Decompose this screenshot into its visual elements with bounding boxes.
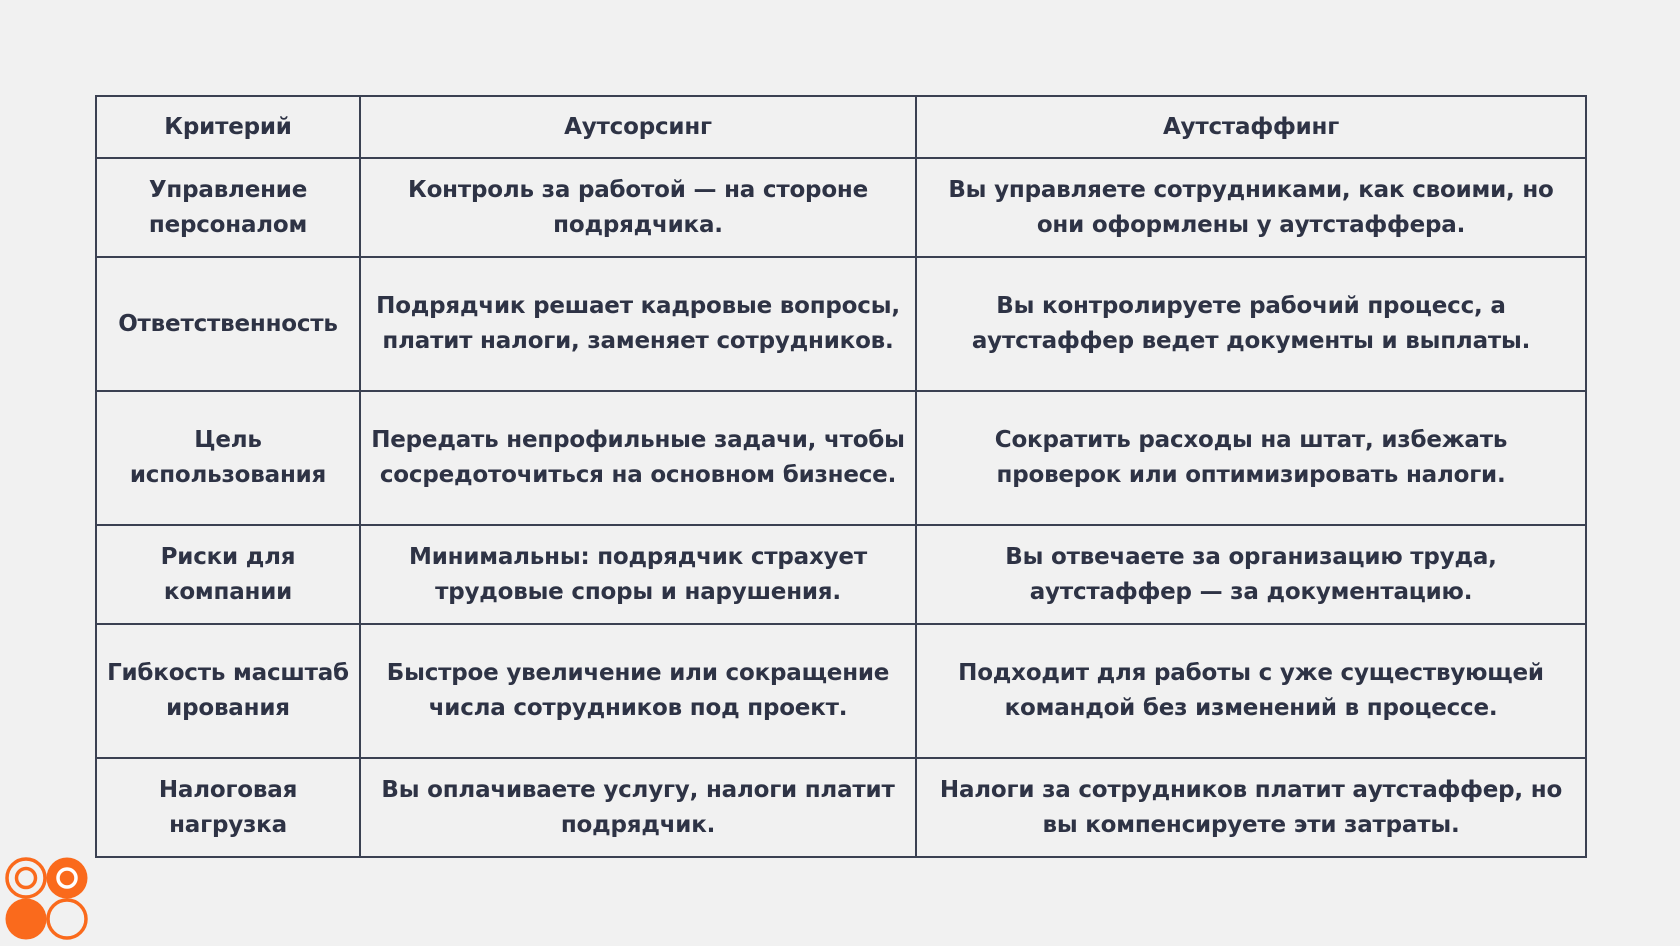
outstaffing-cell: Сократить расходы на штат, избежать проверок или оптимизировать налоги. [916, 391, 1586, 525]
outstaffing-cell: Подходит для работы с уже существующей командой без изменений в процессе. [916, 624, 1586, 758]
table-row [96, 158, 1586, 257]
outstaffing-cell: Вы управляете сотрудниками, как своими, но они оформлены у аутстаффера. [916, 158, 1586, 257]
header-outstaffing: Аутстаффинг [916, 96, 1586, 158]
criterion-cell: Гибкость масштабирования [96, 624, 360, 758]
criterion-cell: Ответственность [96, 257, 360, 391]
criterion-cell: Налоговая нагрузка [96, 758, 360, 857]
table-row [96, 391, 1586, 525]
header-outsourcing: Аутсорсинг [360, 96, 916, 158]
outsourcing-cell: Минимальны: подрядчик страхует трудовые споры и нарушения. [360, 525, 916, 624]
table-row [96, 624, 1586, 758]
outsourcing-cell: Подрядчик решает кадровые вопросы, платит налоги, заменяет сотрудников. [360, 257, 916, 391]
header-criterion: Критерий [96, 96, 360, 158]
outsourcing-cell: Вы оплачиваете услугу, налоги платит подрядчик. [360, 758, 916, 857]
outsourcing-cell: Быстрое увеличение или сокращение числа сотрудников под проект. [360, 624, 916, 758]
criterion-cell: Управление персоналом [96, 158, 360, 257]
comparison-table [95, 95, 1587, 858]
table-header-row [96, 96, 1586, 158]
brand-logo [4, 856, 90, 942]
outsourcing-cell: Передать непрофильные задачи, чтобы сосредоточиться на основном бизнесе. [360, 391, 916, 525]
four-circles-logo-icon [4, 856, 90, 942]
table-row [96, 257, 1586, 391]
outstaffing-cell: Налоги за сотрудников платит аутстаффер, но вы компенсируете эти затраты. [916, 758, 1586, 857]
table-row [96, 525, 1586, 624]
criterion-cell: Риски для компании [96, 525, 360, 624]
outsourcing-cell: Контроль за работой — на стороне подрядчика. [360, 158, 916, 257]
table-row [96, 758, 1586, 857]
outstaffing-cell: Вы контролируете рабочий процесс, а аутстаффер ведет документы и выплаты. [916, 257, 1586, 391]
criterion-cell: Цель использования [96, 391, 360, 525]
outstaffing-cell: Вы отвечаете за организацию труда, аутстаффер — за документацию. [916, 525, 1586, 624]
